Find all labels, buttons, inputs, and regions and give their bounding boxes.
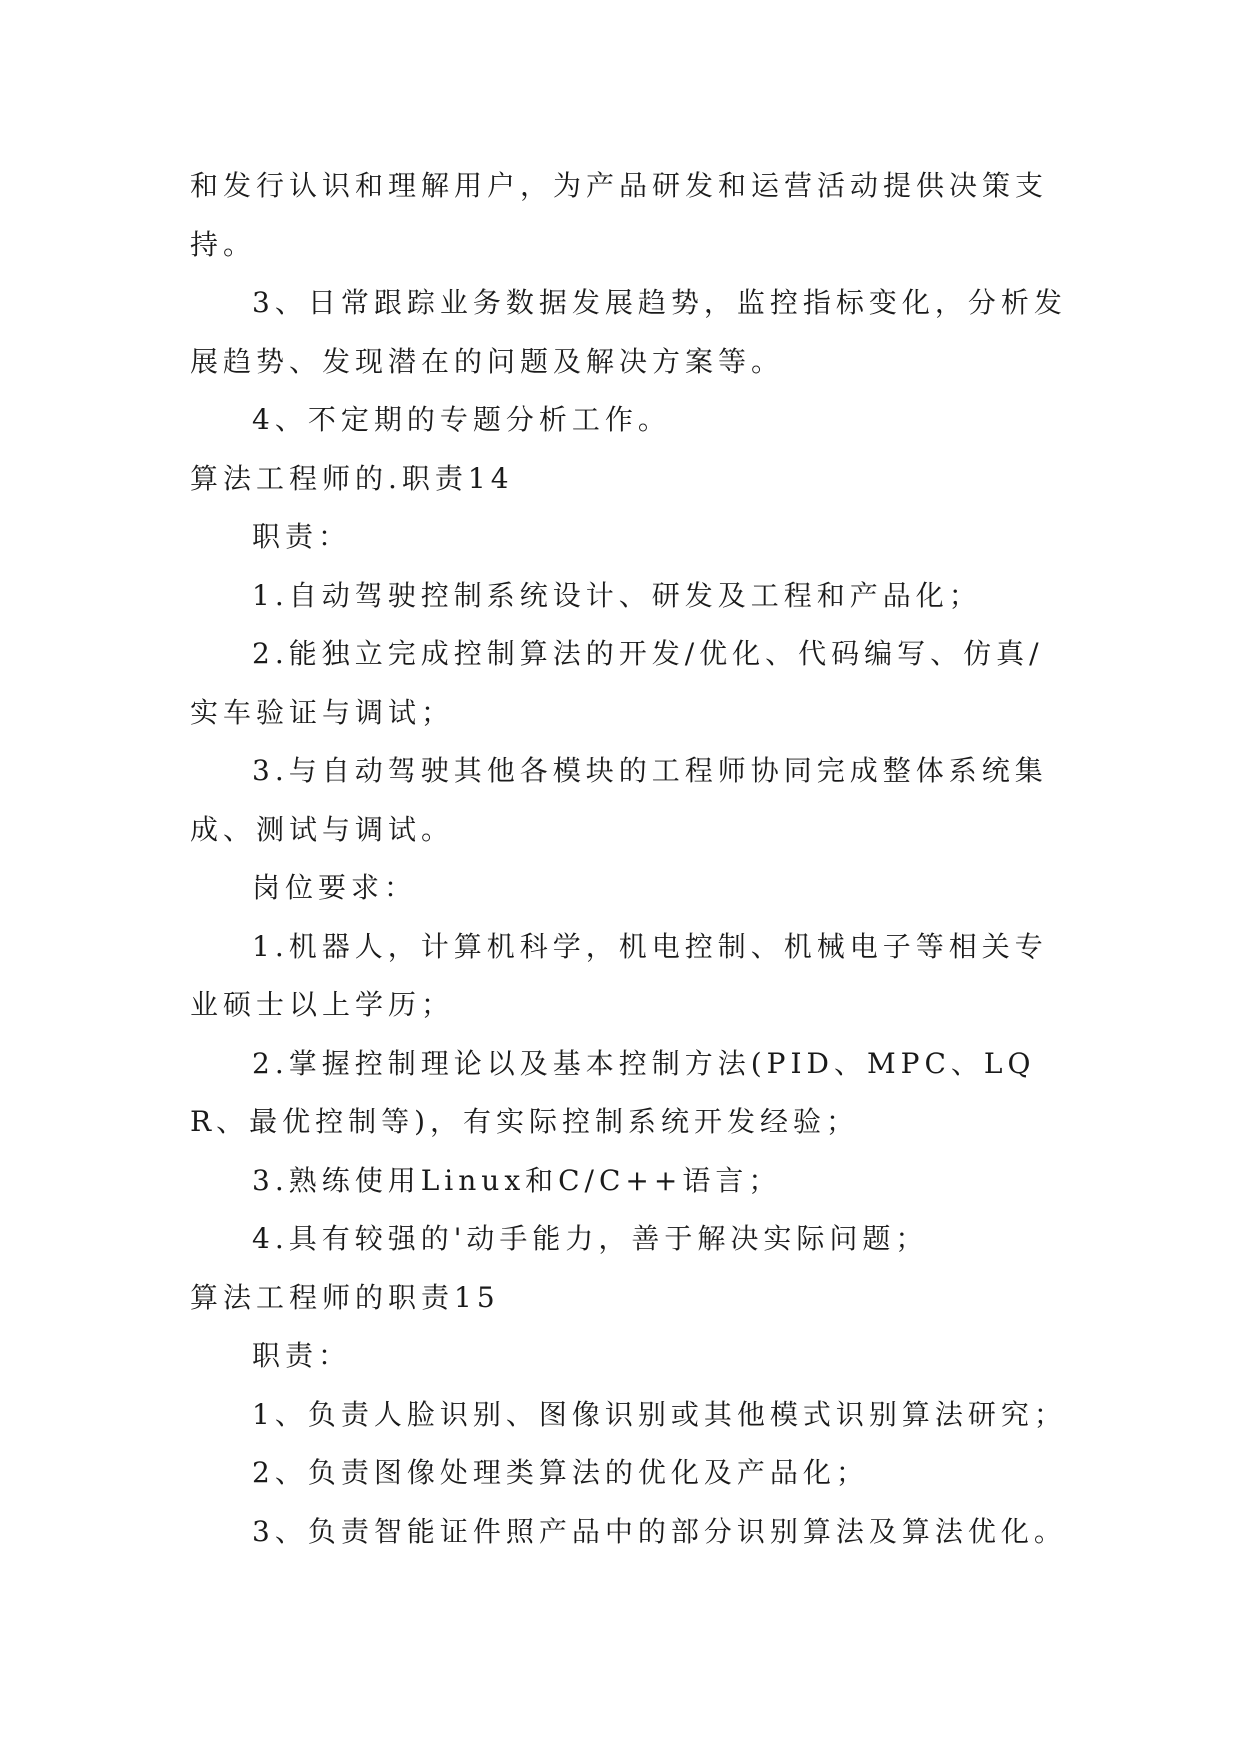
- paragraph: 和发行认识和理解用户，为产品研发和运营活动提供决策支持。: [190, 169, 1049, 261]
- section-heading: 算法工程师的职责15: [190, 1280, 500, 1314]
- paragraph: 岗位要求：: [252, 871, 418, 904]
- paragraph: 1、负责人脸识别、图像识别或其他模式识别算法研究；: [252, 1397, 1067, 1431]
- paragraph: 3.熟练使用Linux和C/C++语言；: [252, 1163, 782, 1197]
- document-body: [190, 157, 1070, 1561]
- section-heading: 算法工程师的.职责14: [190, 461, 514, 495]
- paragraph: 职责：: [252, 1339, 352, 1372]
- paragraph: 4、不定期的专题分析工作。: [252, 403, 671, 436]
- paragraph: 1.机器人，计算机科学，机电控制、机械电子等相关专业硕士以上学历；: [190, 929, 1048, 1021]
- paragraph: 4.具有较强的'动手能力，善于解决实际问题；: [252, 1222, 929, 1255]
- paragraph: 1.自动驾驶控制系统设计、研发及工程和产品化；: [252, 578, 982, 612]
- paragraph: 2、负责图像处理类算法的优化及产品化；: [252, 1456, 869, 1489]
- paragraph: 2.掌握控制理论以及基本控制方法(PID、MPC、LQR、最优控制等)，有实际控制系统开发经验；: [190, 1046, 1036, 1138]
- paragraph: 3、日常跟踪业务数据发展趋势，监控指标变化，分析发展趋势、发现潜在的问题及解决方案等。: [190, 286, 1067, 378]
- paragraph: 3.与自动驾驶其他各模块的工程师协同完成整体系统集成、测试与调试。: [190, 754, 1048, 846]
- paragraph: 职责：: [252, 520, 352, 553]
- paragraph: 3、负责智能证件照产品中的部分识别算法及算法优化。: [252, 1514, 1067, 1548]
- paragraph: 2.能独立完成控制算法的开发/优化、代码编写、仿真/实车验证与调试；: [190, 637, 1044, 729]
